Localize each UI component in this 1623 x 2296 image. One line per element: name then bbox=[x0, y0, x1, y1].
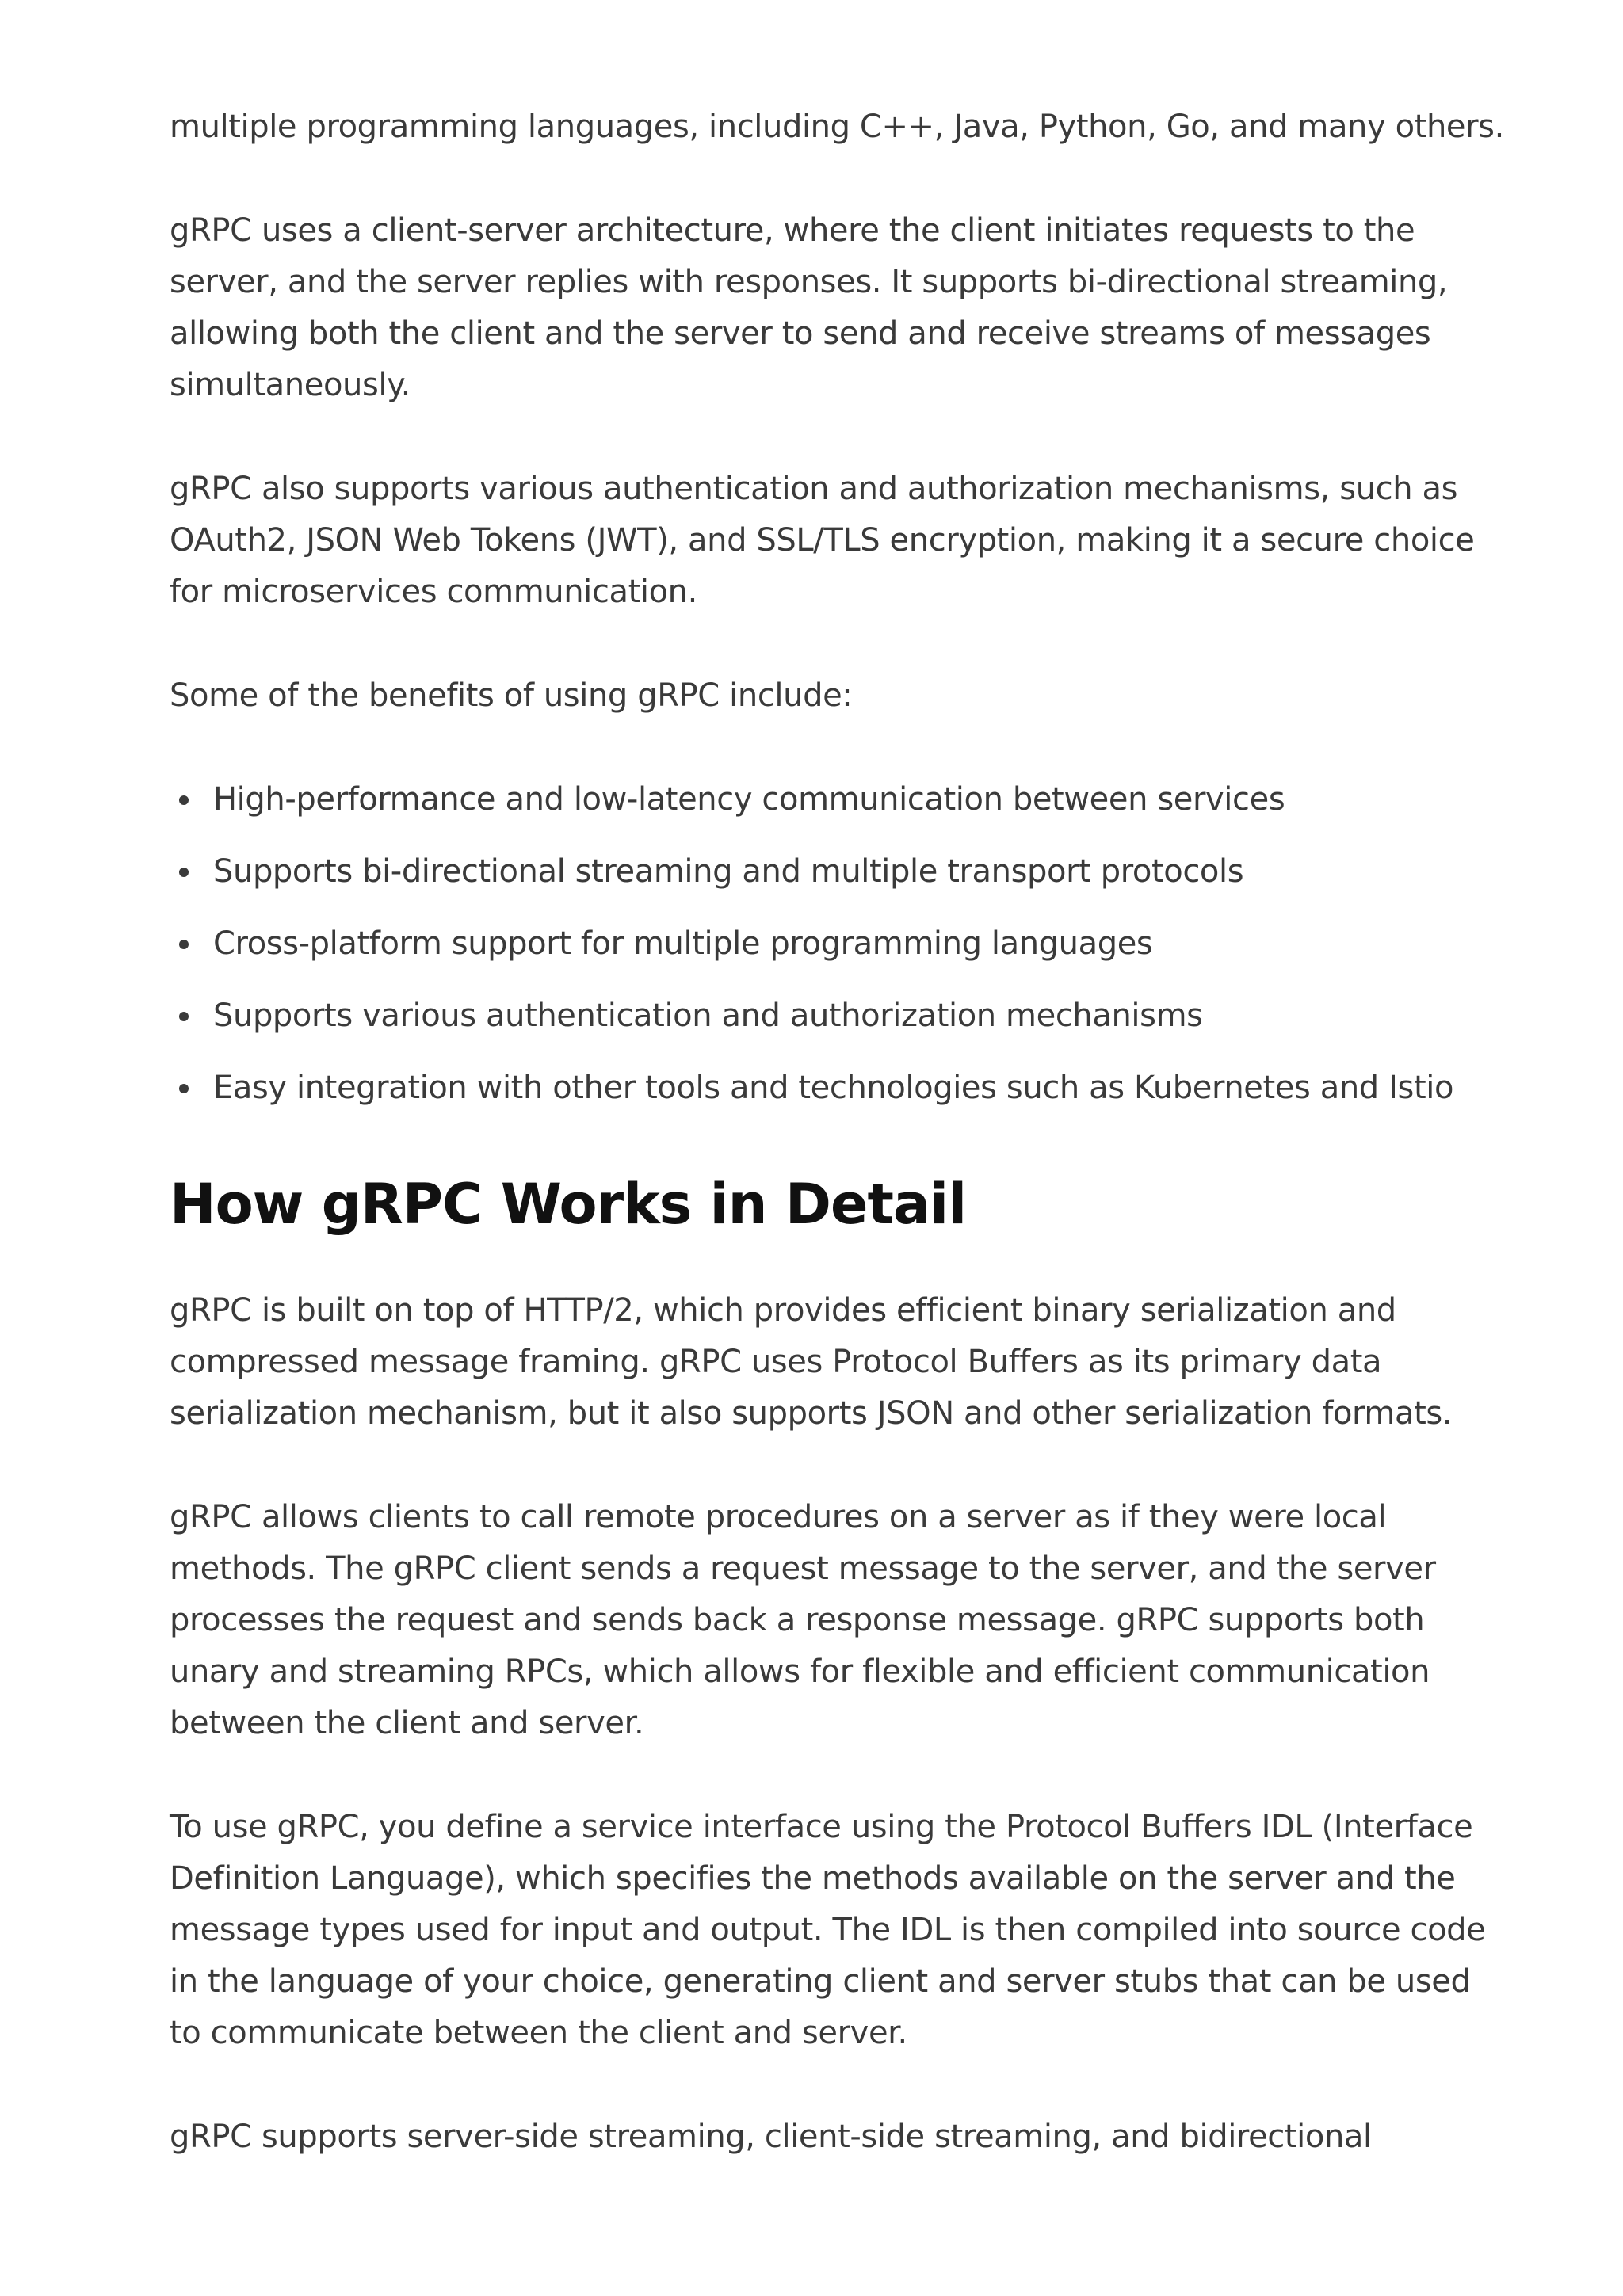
list-item bbox=[170, 990, 1509, 1042]
paragraph-http2: gRPC is built on top of HTTP/2, which provides efficient binary serialization and compressed message framing. gRPC uses Protocol Buffers as its primary data serialization mechanism, but it also supports JSON and other serialization formats. bbox=[170, 1292, 1453, 1432]
bullet-icon bbox=[179, 940, 189, 949]
paragraph-streaming: gRPC supports server-side streaming, client-side streaming, and bidirectional bbox=[170, 2119, 1372, 2155]
paragraph-remote-procedures: gRPC allows clients to call remote procedures on a server as if they were local methods. The gRPC client sends a request message to the server, and the server processes the request and sends back a response message. gRPC supports both unary and streaming RPCs, which allows for flexible and efficient communication between the client and server. bbox=[170, 1499, 1436, 1741]
bullet-icon bbox=[179, 868, 189, 877]
benefits-list bbox=[170, 774, 1509, 1114]
list-item-text: High-performance and low-latency communication between services bbox=[213, 781, 1285, 818]
list-item bbox=[170, 918, 1509, 970]
paragraph-authentication: gRPC also supports various authentication and authorization mechanisms, such as OAuth2, JSON Web Tokens (JWT), and SSL/TLS encryption, making it a secure choice for microservices communication. bbox=[170, 471, 1475, 610]
list-item-text: Easy integration with other tools and technologies such as Kubernetes and Istio bbox=[213, 1070, 1454, 1106]
article-body bbox=[170, 101, 1509, 2215]
list-item bbox=[170, 774, 1509, 826]
paragraph-architecture: gRPC uses a client-server architecture, where the client initiates requests to the server, and the server replies with responses. It supports bi-directional streaming, allowing both the client and the server to send and receive streams of messages simultaneously. bbox=[170, 212, 1448, 403]
list-item bbox=[170, 846, 1509, 898]
paragraph-idl: To use gRPC, you define a service interface using the Protocol Buffers IDL (Interface Definition Language), which specifies the methods available on the server and the message types used for input and output. The IDL is then compiled into source code in the language of your choice, generating client and server stubs that can be used to communicate between the client and server. bbox=[170, 1809, 1486, 2051]
section-heading: How gRPC Works in Detail bbox=[170, 1172, 967, 1237]
list-item-text: Supports bi-directional streaming and multiple transport protocols bbox=[213, 853, 1244, 890]
bullet-icon bbox=[179, 1012, 189, 1021]
paragraph-languages: multiple programming languages, including C++, Java, Python, Go, and many others. bbox=[170, 109, 1504, 145]
bullet-icon bbox=[179, 1084, 189, 1093]
paragraph-benefits-intro: Some of the benefits of using gRPC include: bbox=[170, 677, 853, 714]
list-item-text: Cross-platform support for multiple programming languages bbox=[213, 925, 1153, 962]
bullet-icon bbox=[179, 795, 189, 805]
list-item bbox=[170, 1062, 1509, 1114]
list-item-text: Supports various authentication and authorization mechanisms bbox=[213, 997, 1203, 1034]
